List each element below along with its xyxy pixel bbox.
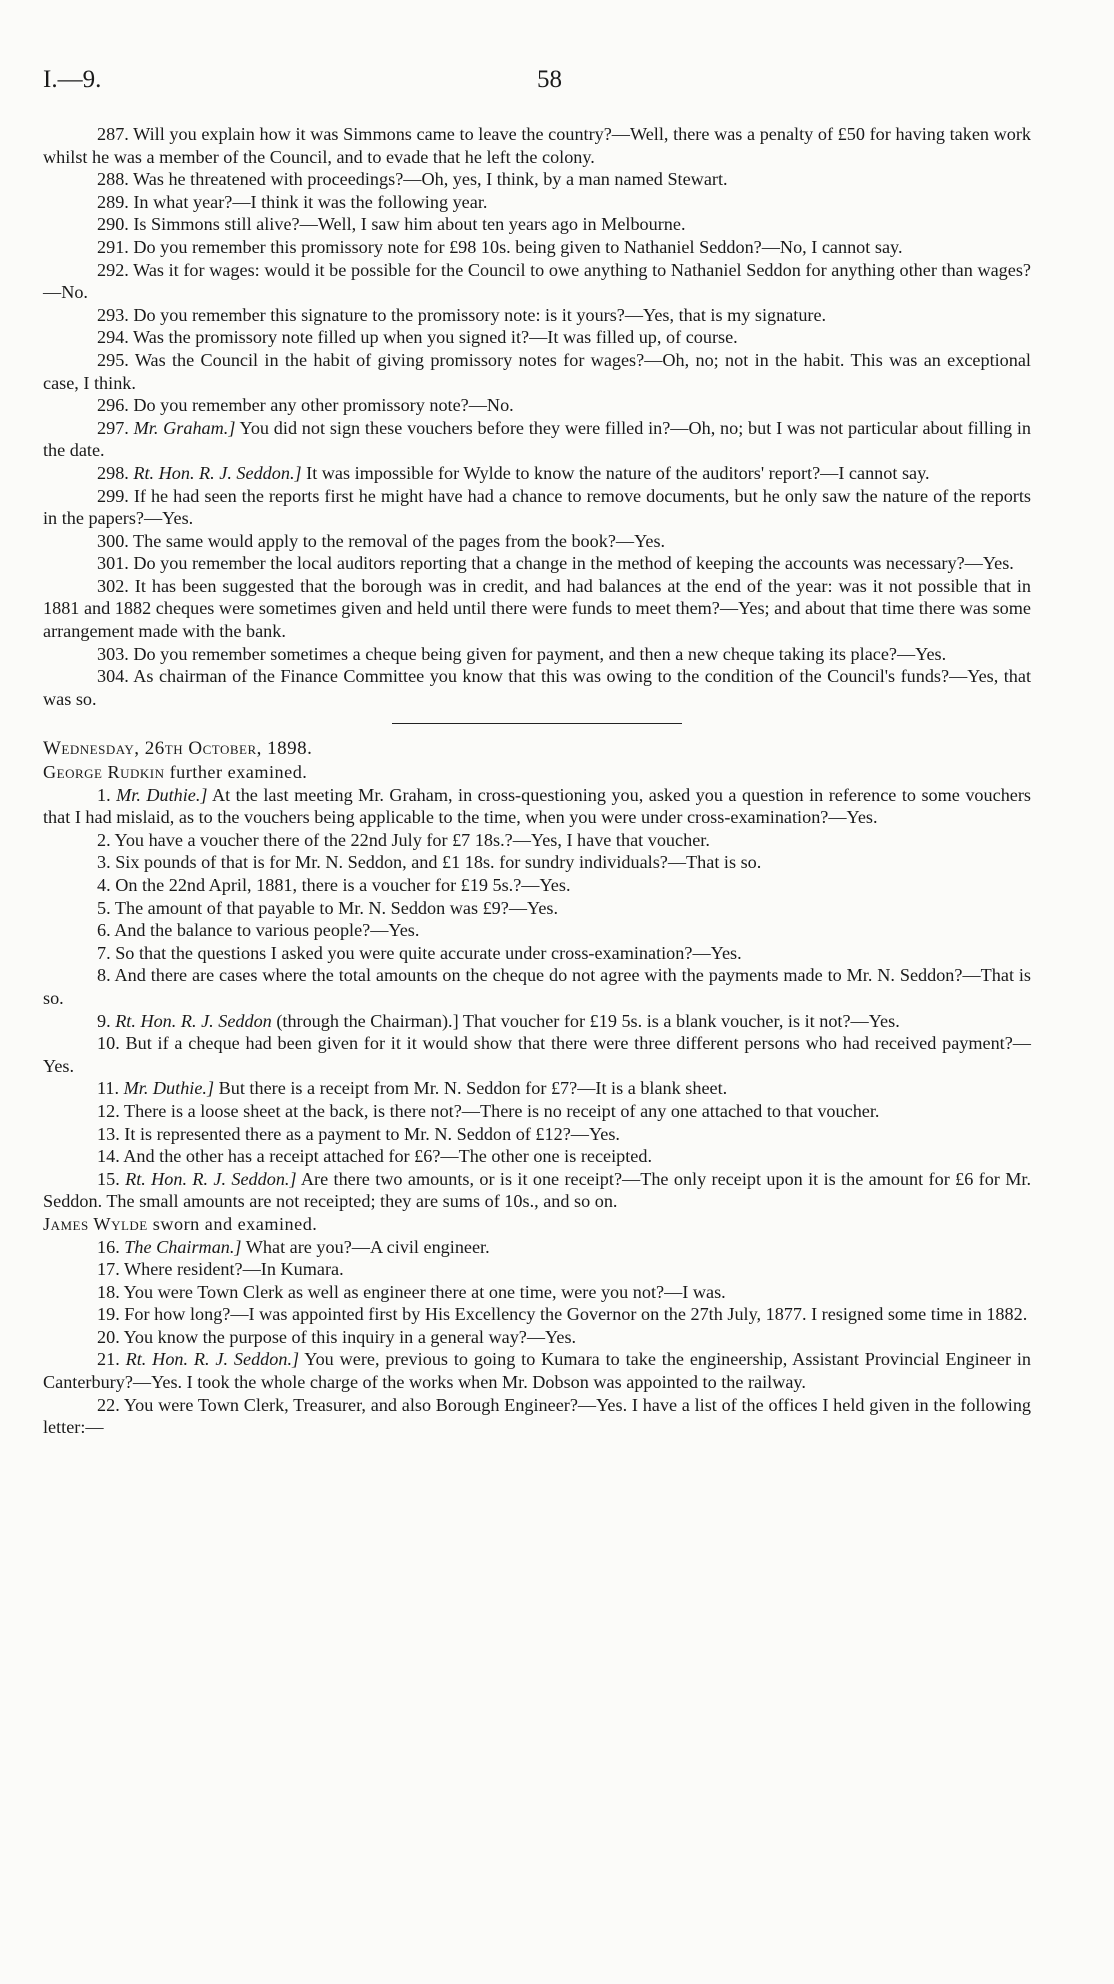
question-paragraph xyxy=(43,485,1031,530)
question-number: 298. xyxy=(97,462,129,483)
question-text: Are there two amounts, or is it one receipt?—The only receipt upon it is the amount for £6 for Mr. Seddon. The small amounts are not receipted; they are sums of 10s., and so on. xyxy=(43,1168,1031,1212)
question-text: It has been suggested that the borough was in credit, and had balances at the end of the year: was it not possible that in 1881 and 1882 cheques were sometimes given and held until there were funds to meet them?—Yes; and about that time there was some arrangement made with the bank. xyxy=(43,575,1031,642)
question-text: You were Town Clerk as well as engineer there at one time, were you not?—I was. xyxy=(123,1281,726,1302)
question-paragraph xyxy=(43,897,1031,920)
question-paragraph xyxy=(43,665,1031,710)
document-reference: I.—9. xyxy=(43,66,102,93)
question-text: Is Simmons still alive?—Well, I saw him about ten years ago in Melbourne. xyxy=(133,214,686,235)
question-number: 3. xyxy=(97,852,111,873)
question-paragraph xyxy=(43,191,1031,214)
question-paragraph xyxy=(43,1326,1031,1349)
question-paragraph xyxy=(43,394,1031,417)
question-text: So that the questions I asked you were quite accurate under cross-examination?—Yes. xyxy=(115,942,742,963)
question-paragraph xyxy=(43,874,1031,897)
question-number: 297. xyxy=(97,417,129,438)
speaker-name: Mr. Duthie.] xyxy=(116,784,208,805)
question-paragraph xyxy=(43,552,1031,575)
question-paragraph xyxy=(43,964,1031,1009)
question-paragraph xyxy=(43,462,1031,485)
question-number: 16. xyxy=(97,1236,120,1257)
question-number: 7. xyxy=(97,942,111,963)
question-text: Will you explain how it was Simmons came to leave the country?—Well, there was a penalty of £50 for having taken work whilst he was a member of the Council, and to evade that he left the colony. xyxy=(43,124,1032,167)
question-text: Do you remember this signature to the promissory note: is it yours?—Yes, that is my signature. xyxy=(133,304,827,325)
question-text: The same would apply to the removal of the pages from the book?—Yes. xyxy=(133,530,666,551)
speaker-name: Rt. Hon. R. J. Seddon xyxy=(115,1010,272,1031)
question-paragraph xyxy=(43,1145,1031,1168)
question-paragraph xyxy=(43,168,1031,191)
question-text: You were Town Clerk, Treasurer, and also Borough Engineer?—Yes. I have a list of the offices I held given in the following letter:— xyxy=(43,1394,1032,1438)
question-text: If he had seen the reports first he might have had a chance to remove documents, but he only saw the nature of the reports in the papers?—Yes. xyxy=(43,485,1031,529)
question-text: It was impossible for Wylde to know the nature of the auditors' report?—I cannot say. xyxy=(306,462,930,483)
question-paragraph xyxy=(43,326,1031,349)
page-number: 58 xyxy=(537,66,562,93)
question-text: (through the Chairman).] That voucher for £19 5s. is a blank voucher, is it not?—Yes. xyxy=(276,1010,900,1031)
question-text: Was the Council in the habit of giving promissory notes for wages?—Oh, no; not in the habit. This was an exceptional case, I think. xyxy=(43,349,1031,393)
question-number: 4. xyxy=(97,875,111,895)
question-text: But there is a receipt from Mr. N. Seddon for £7?—It is a blank sheet. xyxy=(218,1078,728,1099)
question-number: 11. xyxy=(97,1078,120,1099)
question-text: And the other has a receipt attached for £6?—The other one is receipted. xyxy=(123,1146,653,1167)
question-paragraph xyxy=(43,213,1031,236)
witness-status: sworn and examined. xyxy=(152,1213,318,1234)
question-number: 299. xyxy=(97,485,129,506)
question-number: 293. xyxy=(97,304,129,325)
speaker-name: Rt. Hon. R. J. Seddon.] xyxy=(125,1349,300,1370)
question-number: 291. xyxy=(97,236,129,257)
page-header xyxy=(43,66,1031,96)
question-number: 290. xyxy=(97,214,129,235)
question-text: It is represented there as a payment to Mr. N. Seddon of £12?—Yes. xyxy=(124,1123,620,1144)
question-number: 6. xyxy=(97,920,111,941)
question-number: 302. xyxy=(97,575,129,596)
question-paragraph xyxy=(43,1123,1031,1146)
question-text: What are you?—A civil engineer. xyxy=(245,1236,490,1257)
question-number: 19. xyxy=(97,1304,120,1325)
question-number: 21. xyxy=(97,1349,120,1370)
session-date-heading: Wednesday, 26th October, 1898. xyxy=(43,738,313,760)
witness-heading-rudkin xyxy=(43,761,1031,784)
witness-name: George Rudkin xyxy=(43,762,165,783)
question-number: 1. xyxy=(97,784,111,805)
question-paragraph xyxy=(43,1236,1031,1259)
question-paragraph xyxy=(43,417,1031,462)
question-number: 294. xyxy=(97,327,129,348)
speaker-name: Rt. Hon. R. J. Seddon.] xyxy=(125,1168,297,1189)
speaker-name: Mr. Duthie.] xyxy=(123,1078,215,1099)
question-text: And the balance to various people?—Yes. xyxy=(114,920,420,941)
question-paragraph xyxy=(43,1168,1031,1213)
question-text: Was he threatened with proceedings?—Oh, yes, I think, by a man named Stewart. xyxy=(133,169,728,190)
question-paragraph xyxy=(43,942,1031,965)
question-text: At the last meeting Mr. Graham, in cross-questioning you, asked you a question in reference to some vouchers that I had mislaid, as to the vouchers being applicable to the time, when you were under cross-examination?—Yes. xyxy=(43,784,1031,828)
question-paragraph xyxy=(43,1303,1031,1326)
question-text: There is a loose sheet at the back, is there not?—There is no receipt of any one attached to that voucher. xyxy=(123,1100,880,1121)
question-text: You did not sign these vouchers before they were filled in?—Oh, no; but I was not particular about filling in the date. xyxy=(43,417,1032,461)
question-text: In what year?—I think it was the following year. xyxy=(133,191,488,212)
section-divider xyxy=(392,723,682,724)
question-number: 5. xyxy=(97,897,111,918)
question-number: 10. xyxy=(97,1033,120,1054)
question-text: But if a cheque had been given for it it would show that there were three different persons who had received payment?—Yes. xyxy=(43,1033,1031,1076)
question-text: Six pounds of that is for Mr. N. Seddon, and £1 18s. for sundry individuals?—That is so. xyxy=(115,852,762,873)
speaker-name: Mr. Graham.] xyxy=(133,417,236,438)
question-paragraph xyxy=(43,829,1031,852)
question-paragraph xyxy=(43,349,1031,394)
question-paragraph xyxy=(43,575,1031,643)
question-text: You know the purpose of this inquiry in a general way?—Yes. xyxy=(123,1326,577,1347)
question-number: 296. xyxy=(97,395,129,416)
question-text: Do you remember any other promissory note?—No. xyxy=(133,395,514,416)
question-text: You were, previous to going to Kumara to take the engineership, Assistant Provincial Engineer in Canterbury?—Yes. I took the whole charge of the works when Mr. Dobson was appointed to the railway. xyxy=(43,1349,1032,1393)
question-paragraph xyxy=(43,1394,1031,1439)
question-text: As chairman of the Finance Committee you know that this was owing to the condition of the Council's funds?—Yes, that was so. xyxy=(43,666,1032,709)
question-text: Where resident?—In Kumara. xyxy=(123,1259,344,1280)
question-number: 20. xyxy=(97,1326,120,1347)
question-text: Was the promissory note filled up when you signed it?—It was filled up, of course. xyxy=(133,327,738,348)
question-text: The amount of that payable to Mr. N. Seddon was £9?—Yes. xyxy=(114,897,559,918)
question-number: 12. xyxy=(97,1100,120,1121)
question-number: 300. xyxy=(97,530,129,551)
question-number: 287. xyxy=(97,124,129,144)
question-number: 304. xyxy=(97,666,129,687)
question-paragraph xyxy=(43,1348,1031,1393)
witness-name: James Wylde xyxy=(43,1213,148,1234)
question-paragraph xyxy=(43,1077,1031,1100)
testimony-section-rudkin-continued xyxy=(43,123,1031,710)
speaker-name: Rt. Hon. R. J. Seddon.] xyxy=(133,462,302,483)
question-number: 303. xyxy=(97,643,129,664)
question-paragraph xyxy=(43,1010,1031,1033)
testimony-section-rudkin-further xyxy=(43,784,1031,1213)
witness-heading-wylde xyxy=(43,1213,1031,1236)
question-paragraph xyxy=(43,123,1031,168)
question-number: 288. xyxy=(97,169,129,190)
question-number: 301. xyxy=(97,553,129,574)
question-number: 2. xyxy=(97,829,111,850)
question-text: You have a voucher there of the 22nd July for £7 18s.?—Yes, I have that voucher. xyxy=(114,829,710,850)
question-text: Do you remember this promissory note for £98 10s. being given to Nathaniel Seddon?—No, I cannot say. xyxy=(133,236,903,257)
question-paragraph xyxy=(43,784,1031,829)
witness-status: further examined. xyxy=(169,762,308,783)
question-paragraph xyxy=(43,236,1031,259)
question-number: 14. xyxy=(97,1146,120,1167)
question-text: On the 22nd April, 1881, there is a voucher for £19 5s.?—Yes. xyxy=(115,875,571,895)
question-number: 17. xyxy=(97,1259,120,1280)
question-number: 15. xyxy=(97,1168,120,1189)
question-paragraph xyxy=(43,1258,1031,1281)
question-paragraph xyxy=(43,530,1031,553)
question-text: Do you remember sometimes a cheque being given for payment, and then a new cheque taking its place?—Yes. xyxy=(133,643,947,664)
question-paragraph xyxy=(43,851,1031,874)
question-text: For how long?—I was appointed first by His Excellency the Governor on the 27th July, 1877. I resigned some time in 1882. xyxy=(124,1304,1028,1325)
question-paragraph xyxy=(43,1100,1031,1123)
question-paragraph xyxy=(43,304,1031,327)
question-number: 295. xyxy=(97,349,129,370)
question-number: 9. xyxy=(97,1010,111,1031)
question-number: 289. xyxy=(97,191,129,212)
speaker-name: The Chairman.] xyxy=(124,1236,242,1257)
question-number: 292. xyxy=(97,259,129,280)
question-number: 18. xyxy=(97,1281,120,1302)
document-body xyxy=(43,123,1031,1439)
question-text: Was it for wages: would it be possible for the Council to owe anything to Nathaniel Seddon for anything other than wages?—No. xyxy=(43,259,1031,303)
question-text: And there are cases where the total amounts on the cheque do not agree with the payments made to Mr. N. Seddon?—That is so. xyxy=(43,965,1032,1008)
testimony-section-wylde xyxy=(43,1236,1031,1439)
question-text: Do you remember the local auditors reporting that a change in the method of keeping the accounts was necessary?—Yes. xyxy=(133,553,1014,574)
question-number: 13. xyxy=(97,1123,120,1144)
question-paragraph xyxy=(43,643,1031,666)
question-number: 8. xyxy=(97,965,111,986)
question-paragraph xyxy=(43,1281,1031,1304)
question-paragraph xyxy=(43,1032,1031,1077)
question-number: 22. xyxy=(97,1394,120,1415)
question-paragraph xyxy=(43,259,1031,304)
question-paragraph xyxy=(43,919,1031,942)
